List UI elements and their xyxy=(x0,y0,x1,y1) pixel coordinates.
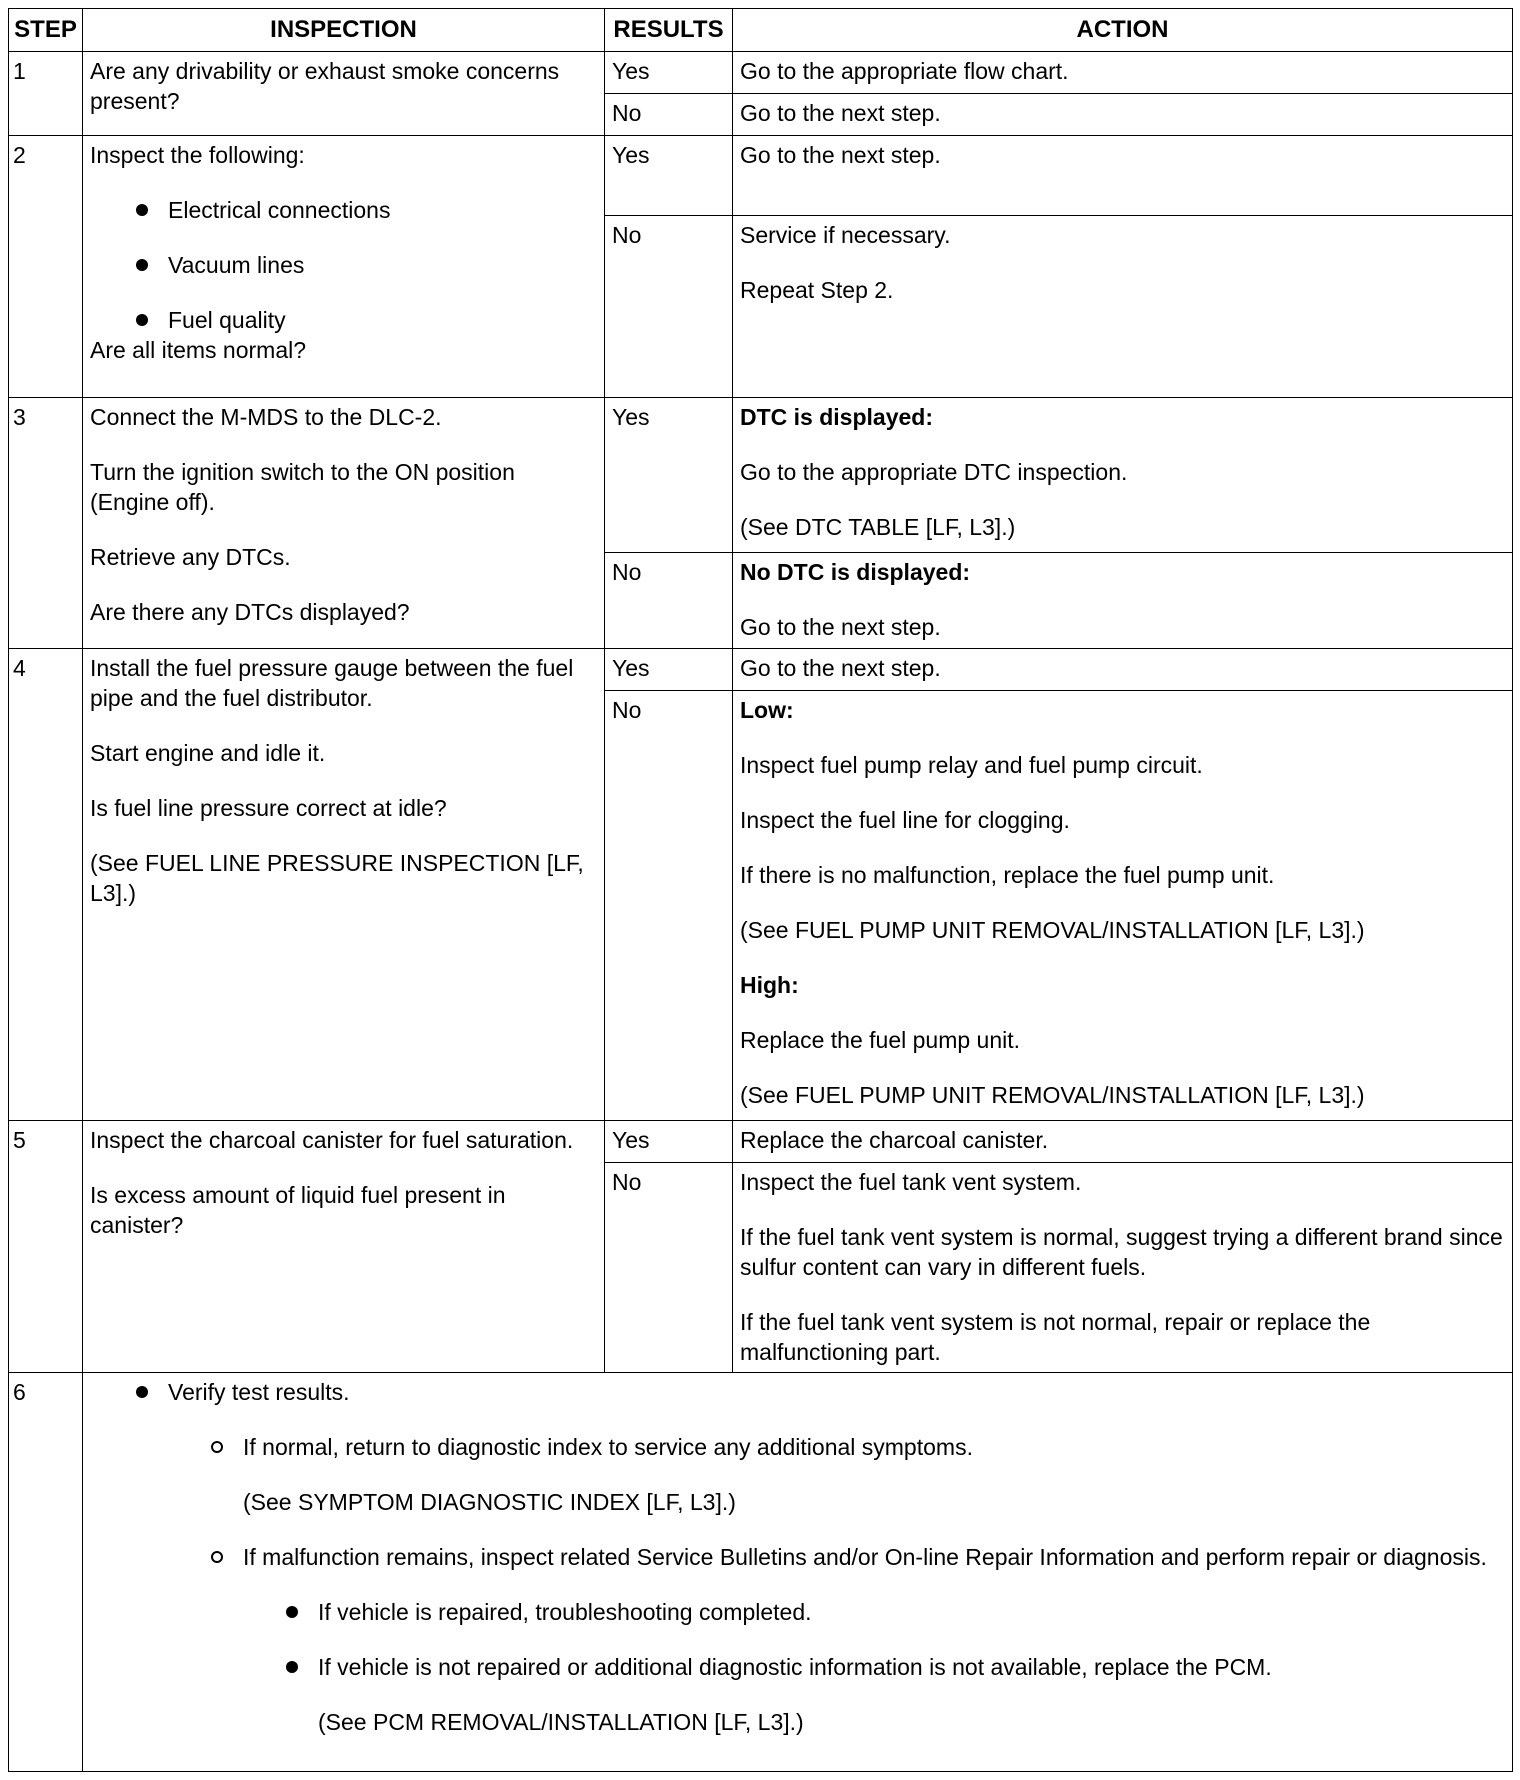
bullet-icon xyxy=(136,314,148,326)
action-heading: DTC is displayed: xyxy=(740,404,933,430)
step-number: 4 xyxy=(9,649,83,1121)
step-4-yes-row xyxy=(9,649,1513,691)
inspection-text: Are any drivability or exhaust smoke concerns present? xyxy=(90,58,560,114)
step-number: 6 xyxy=(9,1373,83,1772)
header-results: RESULTS xyxy=(605,9,733,52)
action-no: Go to the next step. xyxy=(733,94,1513,136)
step-5-inspection xyxy=(83,1121,605,1373)
sub-sub-list xyxy=(243,1597,1505,1737)
list-item-text: Fuel quality xyxy=(168,307,286,333)
result-no: No xyxy=(605,691,733,1121)
action-no xyxy=(733,1163,1513,1373)
bullet-icon xyxy=(136,1386,148,1398)
list-item xyxy=(243,1542,1505,1737)
inspection-text: Turn the ignition switch to the ON position (Engine off). xyxy=(90,459,515,515)
action-text: Go to the appropriate DTC inspection. xyxy=(740,459,1128,485)
action-text: Inspect the fuel tank vent system. xyxy=(740,1169,1082,1195)
step-3-inspection xyxy=(83,398,605,649)
result-no: No xyxy=(605,94,733,136)
inspection-question: Are there any DTCs displayed? xyxy=(90,599,410,625)
header-step: STEP xyxy=(9,9,83,52)
result-no: No xyxy=(605,1163,733,1373)
action-heading-low: Low: xyxy=(740,697,794,723)
action-text: If the fuel tank vent system is normal, suggest trying a different brand since sulfur content can vary in different fuels. xyxy=(740,1224,1503,1280)
list-item-text: If vehicle is repaired, troubleshooting completed. xyxy=(318,1599,812,1625)
bullet-icon xyxy=(286,1606,298,1618)
action-heading-high: High: xyxy=(740,972,799,998)
diagnostic-procedure-table xyxy=(8,8,1513,1772)
step-number: 3 xyxy=(9,398,83,649)
action-text: Inspect fuel pump relay and fuel pump circuit. xyxy=(740,752,1203,778)
step-4-inspection xyxy=(83,649,605,1121)
inspection-question: Is excess amount of liquid fuel present in canister? xyxy=(90,1182,506,1238)
header-action: ACTION xyxy=(733,9,1513,52)
list-item-reference: (See SYMPTOM DIAGNOSTIC INDEX [LF, L3].) xyxy=(243,1489,736,1515)
action-no xyxy=(733,691,1513,1121)
inspection-intro: Inspect the following: xyxy=(90,142,305,168)
action-text: If the fuel tank vent system is not normal, repair or replace the malfunctioning part. xyxy=(740,1309,1371,1365)
list-item-text: Electrical connections xyxy=(168,197,391,223)
step-number: 5 xyxy=(9,1121,83,1373)
inspection-reference: (See FUEL LINE PRESSURE INSPECTION [LF, L3].) xyxy=(90,850,584,906)
result-no: No xyxy=(605,553,733,649)
step-5-yes-row xyxy=(9,1121,1513,1163)
action-reference: (See DTC TABLE [LF, L3].) xyxy=(740,514,1016,540)
step-6-row xyxy=(9,1373,1513,1772)
step-1-yes-row xyxy=(9,52,1513,94)
result-yes: Yes xyxy=(605,1121,733,1163)
header-row xyxy=(9,9,1513,52)
action-text: Go to the next step. xyxy=(740,614,941,640)
list-item xyxy=(168,305,597,335)
list-item xyxy=(168,250,597,280)
action-no xyxy=(733,553,1513,649)
step-number: 1 xyxy=(9,52,83,136)
action-yes xyxy=(733,398,1513,553)
action-yes: Go to the next step. xyxy=(733,649,1513,691)
result-no: No xyxy=(605,216,733,398)
list-item xyxy=(318,1597,1505,1627)
circle-bullet-icon xyxy=(211,1441,223,1453)
circle-bullet-icon xyxy=(211,1551,223,1563)
list-item-text: If vehicle is not repaired or additional diagnostic information is not available, replace the PCM. xyxy=(318,1654,1272,1680)
verify-list xyxy=(90,1377,1505,1737)
result-yes: Yes xyxy=(605,52,733,94)
list-item xyxy=(243,1432,1505,1517)
inspection-question: Is fuel line pressure correct at idle? xyxy=(90,795,447,821)
inspection-text: Connect the M-MDS to the DLC-2. xyxy=(90,404,442,430)
action-text: Inspect the fuel line for clogging. xyxy=(740,807,1070,833)
bullet-icon xyxy=(136,259,148,271)
step-6-instructions xyxy=(83,1373,1513,1772)
inspection-text: Inspect the charcoal canister for fuel saturation. xyxy=(90,1127,574,1153)
action-yes: Go to the next step. xyxy=(733,136,1513,216)
bullet-icon xyxy=(286,1661,298,1673)
action-no xyxy=(733,216,1513,398)
step-2-yes-row xyxy=(9,136,1513,216)
header-inspection: INSPECTION xyxy=(83,9,605,52)
list-item-text: Verify test results. xyxy=(168,1379,350,1405)
action-reference: (See FUEL PUMP UNIT REMOVAL/INSTALLATION [LF, L3].) xyxy=(740,917,1365,943)
action-text: Replace the fuel pump unit. xyxy=(740,1027,1021,1053)
step-3-yes-row xyxy=(9,398,1513,553)
step-2-inspection xyxy=(83,136,605,398)
list-item xyxy=(318,1652,1505,1737)
step-1-inspection xyxy=(83,52,605,136)
sub-list xyxy=(168,1432,1505,1737)
step-number: 2 xyxy=(9,136,83,398)
list-item-text: If malfunction remains, inspect related Service Bulletins and/or On-line Repair Information and perform repair or diagnosis. xyxy=(243,1544,1487,1570)
action-yes: Go to the appropriate flow chart. xyxy=(733,52,1513,94)
action-yes: Replace the charcoal canister. xyxy=(733,1121,1513,1163)
inspection-text: Start engine and idle it. xyxy=(90,740,326,766)
inspection-text: Retrieve any DTCs. xyxy=(90,544,291,570)
action-reference: (See FUEL PUMP UNIT REMOVAL/INSTALLATION [LF, L3].) xyxy=(740,1082,1365,1108)
inspection-text: Install the fuel pressure gauge between the fuel pipe and the fuel distributor. xyxy=(90,655,574,711)
list-item xyxy=(168,1377,1505,1737)
bullet-icon xyxy=(136,204,148,216)
result-yes: Yes xyxy=(605,136,733,216)
inspection-item-list xyxy=(90,195,597,335)
inspection-question: Are all items normal? xyxy=(90,337,307,363)
result-yes: Yes xyxy=(605,398,733,553)
result-yes: Yes xyxy=(605,649,733,691)
action-heading: No DTC is displayed: xyxy=(740,559,971,585)
action-text: Service if necessary. xyxy=(740,222,951,248)
action-text: If there is no malfunction, replace the fuel pump unit. xyxy=(740,862,1275,888)
list-item-text: If normal, return to diagnostic index to service any additional symptoms. xyxy=(243,1434,973,1460)
list-item xyxy=(168,195,597,225)
list-item-reference: (See PCM REMOVAL/INSTALLATION [LF, L3].) xyxy=(318,1709,804,1735)
action-text: Repeat Step 2. xyxy=(740,277,894,303)
list-item-text: Vacuum lines xyxy=(168,252,305,278)
